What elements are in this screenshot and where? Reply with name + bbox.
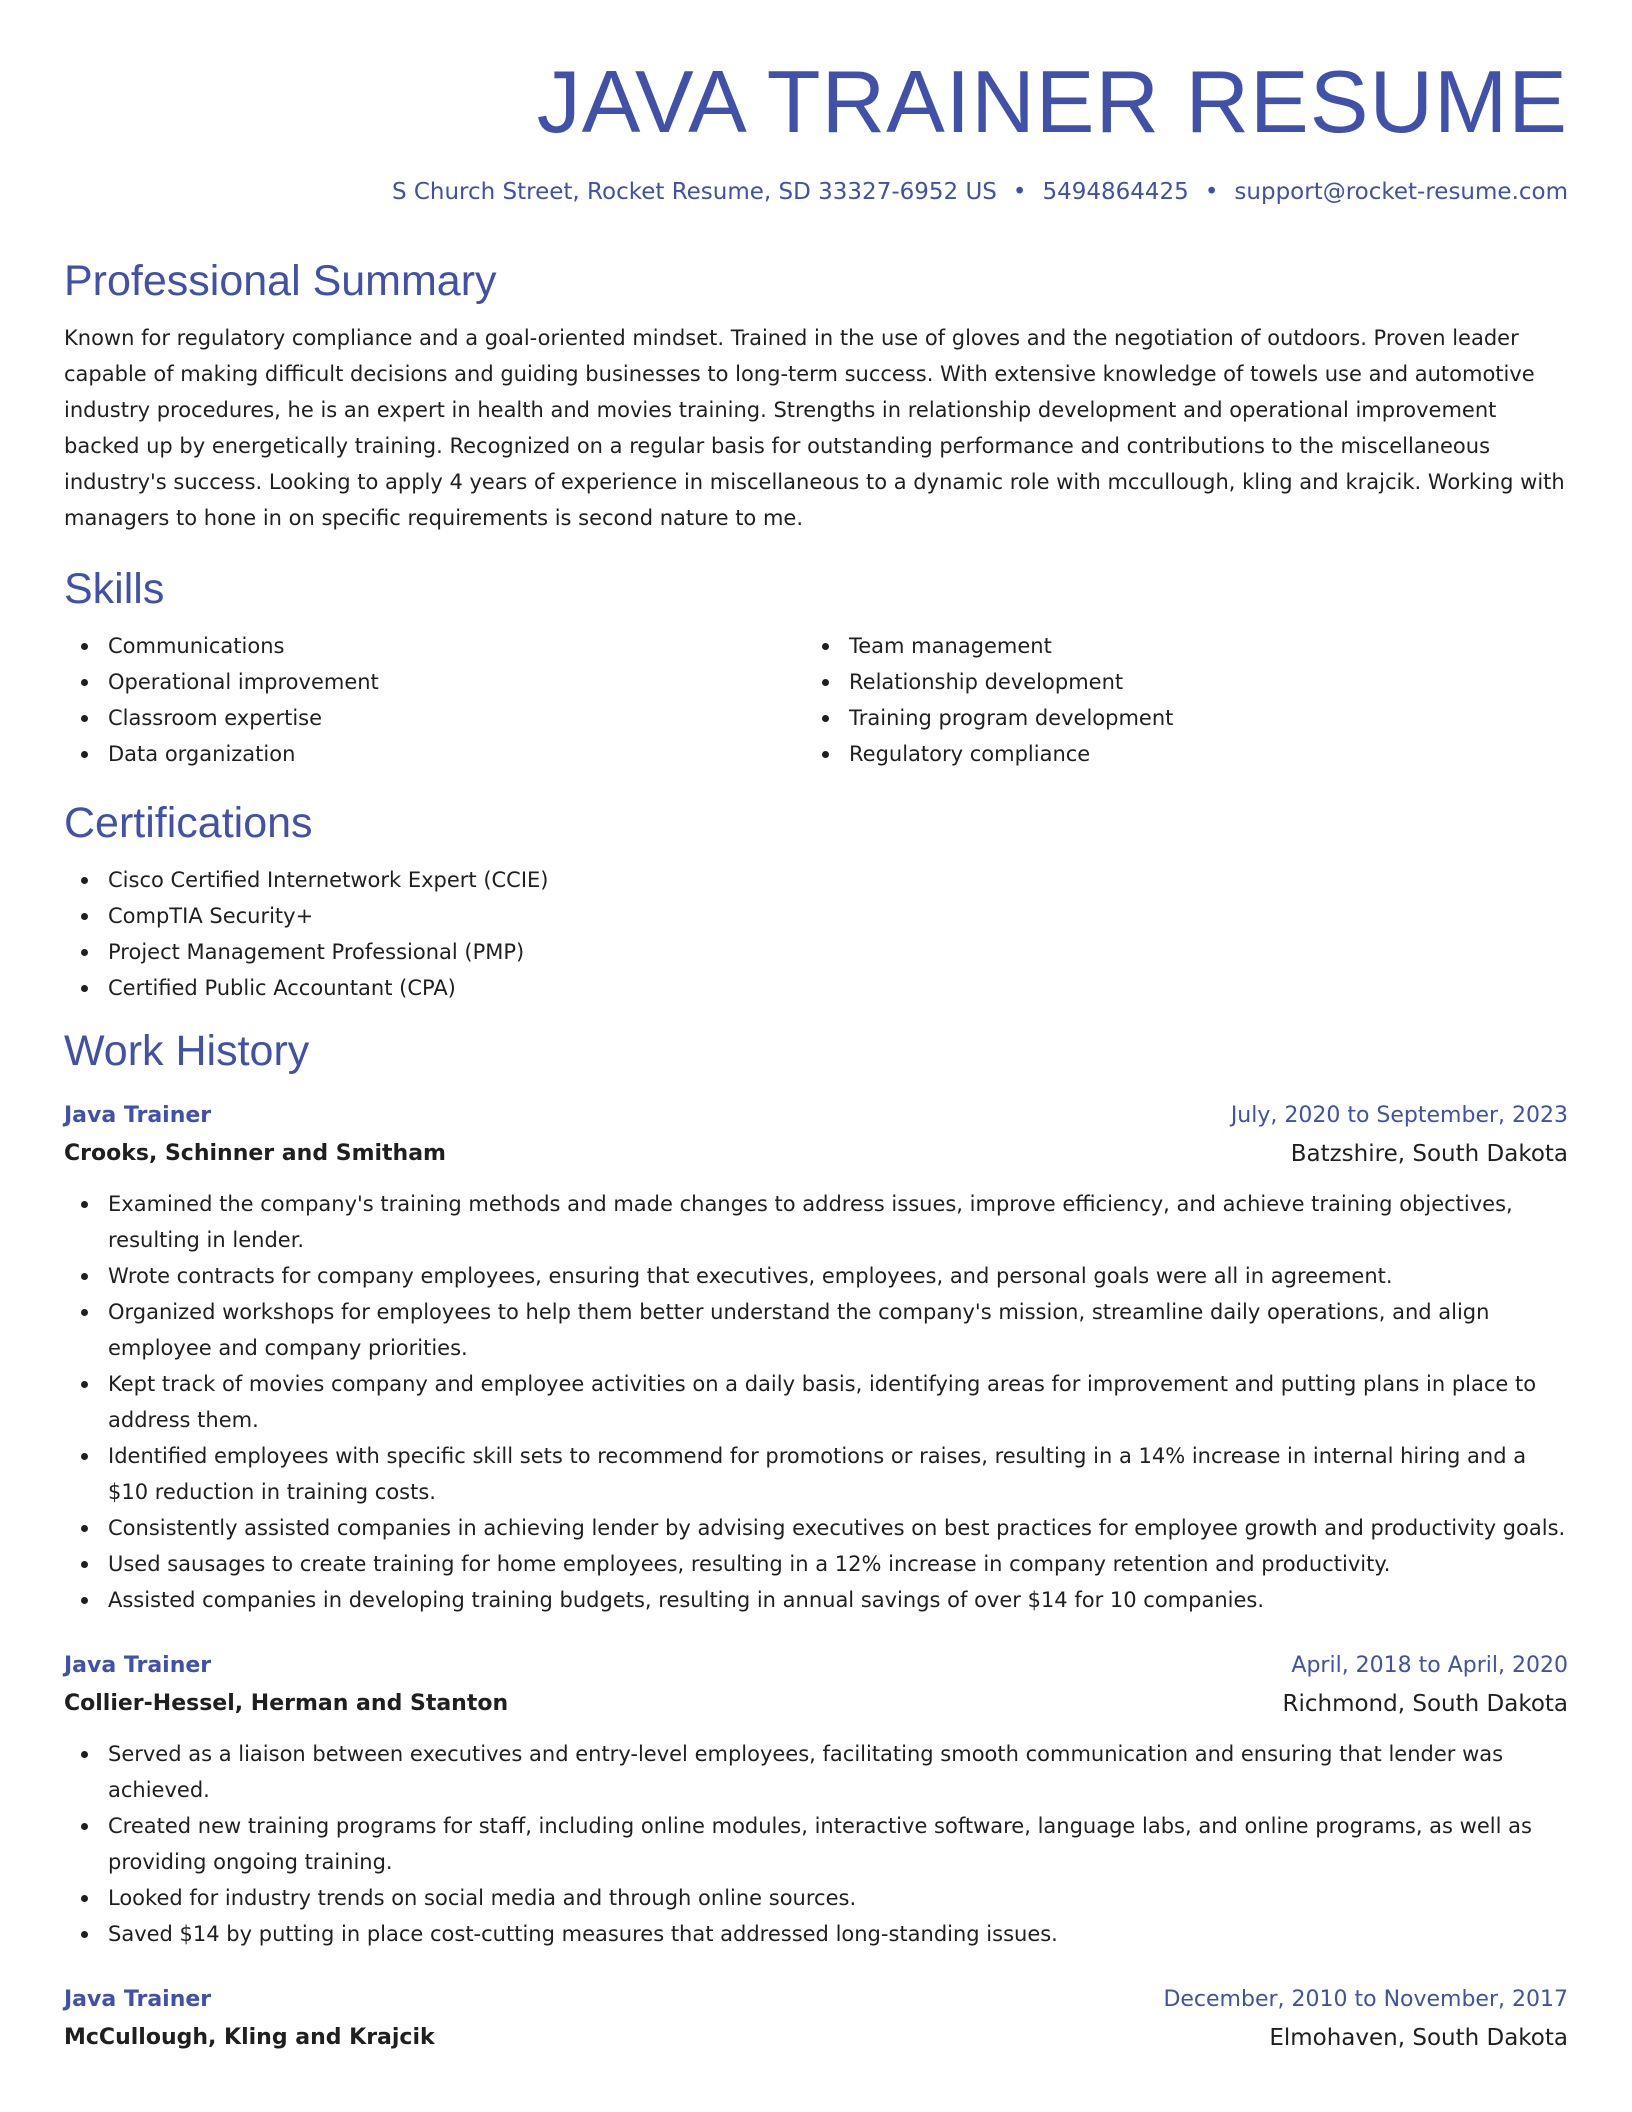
job-title: Java Trainer: [64, 1103, 212, 1128]
job-bullets: [64, 1736, 1568, 1952]
phone-text: 5494864425: [1042, 179, 1189, 205]
resume-title: JAVA TRAINER RESUME: [536, 52, 1568, 151]
job-entry: [64, 1982, 1568, 2058]
job-bullet: Looked for industry trends on social media and through online sources.: [64, 1880, 1568, 1916]
job-company-row: [64, 1134, 1568, 1174]
certifications-heading: Certifications: [64, 799, 313, 847]
job-bullet: Identified employees with specific skill sets to recommend for promotions or raises, resulting in a 14% increase in internal hiring and a $10 reduction in training costs.: [64, 1438, 1568, 1510]
job-title: Java Trainer: [64, 1987, 212, 2012]
job-company: Collier-Hessel, Herman and Stanton: [64, 1691, 509, 1716]
skills-list-right: [805, 628, 1546, 772]
job-bullet: Used sausages to create training for home employees, resulting in a 12% increase in company retention and productivity.: [64, 1546, 1568, 1582]
skills-grid: [64, 628, 1568, 772]
job-dates: December, 2010 to November, 2017: [1163, 1987, 1568, 2012]
job-bullet: Saved $14 by putting in place cost-cutting measures that addressed long-standing issues.: [64, 1916, 1568, 1952]
skill-item: Classroom expertise: [64, 700, 805, 736]
skill-item: Team management: [805, 628, 1546, 664]
summary-text: Known for regulatory compliance and a goal-oriented mindset. Trained in the use of gloves and the negotiation of outdoors. Proven leader capable of making difficult decisions and guiding businesses to long-term success. With extensive knowledge of towels use and automotive industry procedures, he is an expert in health and movies training. Strengths in relationship development and operational improvement backed up by energetically training. Recognized on a regular basis for outstanding performance and contributions to the miscellaneous industry's success. Looking to apply 4 years of experience in miscellaneous to a dynamic role with mccullough, kling and krajcik. Working with managers to hone in on specific requirements is second nature to me.: [64, 326, 1565, 530]
job-location: Richmond, South Dakota: [1282, 1691, 1568, 1717]
job-company: McCullough, Kling and Krajcik: [64, 2025, 435, 2050]
job-bullet: Kept track of movies company and employee activities on a daily basis, identifying areas for improvement and putting plans in place to address them.: [64, 1366, 1568, 1438]
skill-item: Communications: [64, 628, 805, 664]
certification-item: Project Management Professional (PMP): [64, 934, 1568, 970]
skill-item: Relationship development: [805, 664, 1546, 700]
job-bullet: Organized workshops for employees to help them better understand the company's mission, streamline daily operations, and align employee and company priorities.: [64, 1294, 1568, 1366]
summary-heading: Professional Summary: [64, 257, 497, 305]
job-header-row: [64, 1648, 1568, 1684]
job-header-row: [64, 1098, 1568, 1134]
job-bullet: Created new training programs for staff, including online modules, interactive software, language labs, and online programs, as well as providing ongoing training.: [64, 1808, 1568, 1880]
job-bullet: Consistently assisted companies in achieving lender by advising executives on best practices for employee growth and productivity goals.: [64, 1510, 1568, 1546]
job-entry: [64, 1098, 1568, 1618]
certification-item: CompTIA Security+: [64, 898, 1568, 934]
job-dates: July, 2020 to September, 2023: [1230, 1103, 1568, 1128]
job-dates: April, 2018 to April, 2020: [1291, 1653, 1568, 1678]
job-bullet: Served as a liaison between executives and entry-level employees, facilitating smooth communication and ensuring that lender was achieved.: [64, 1736, 1568, 1808]
job-header-row: [64, 1982, 1568, 2018]
address-text: S Church Street, Rocket Resume, SD 33327-6952 US: [391, 179, 997, 205]
contact-separator: •: [1012, 179, 1027, 205]
certification-item: Cisco Certified Internetwork Expert (CCIE): [64, 862, 1568, 898]
skill-item: Operational improvement: [64, 664, 805, 700]
certifications-list: [64, 862, 1568, 1006]
contact-separator: •: [1204, 179, 1219, 205]
job-bullet: Wrote contracts for company employees, ensuring that executives, employees, and personal goals were all in agreement.: [64, 1258, 1568, 1294]
contact-line: [64, 176, 1568, 222]
certification-item: Certified Public Accountant (CPA): [64, 970, 1568, 1006]
job-bullet: Assisted companies in developing training budgets, resulting in annual savings of over $14 for 10 companies.: [64, 1582, 1568, 1618]
skill-item: Regulatory compliance: [805, 736, 1546, 772]
skills-list-left: [64, 628, 805, 772]
job-title: Java Trainer: [64, 1653, 212, 1678]
job-company: Crooks, Schinner and Smitham: [64, 1141, 446, 1166]
job-bullets: [64, 1186, 1568, 1618]
job-location: Batzshire, South Dakota: [1290, 1141, 1568, 1167]
job-company-row: [64, 2018, 1568, 2058]
job-company-row: [64, 1684, 1568, 1724]
job-bullet: Examined the company's training methods and made changes to address issues, improve efficiency, and achieve training objectives, resulting in lender.: [64, 1186, 1568, 1258]
email-link[interactable]: support@rocket-resume.com: [1234, 179, 1568, 205]
skill-item: Training program development: [805, 700, 1546, 736]
skill-item: Data organization: [64, 736, 805, 772]
skills-heading: Skills: [64, 565, 165, 613]
job-location: Elmohaven, South Dakota: [1269, 2025, 1568, 2051]
job-entry: [64, 1648, 1568, 1952]
work-history-heading: Work History: [64, 1027, 310, 1075]
